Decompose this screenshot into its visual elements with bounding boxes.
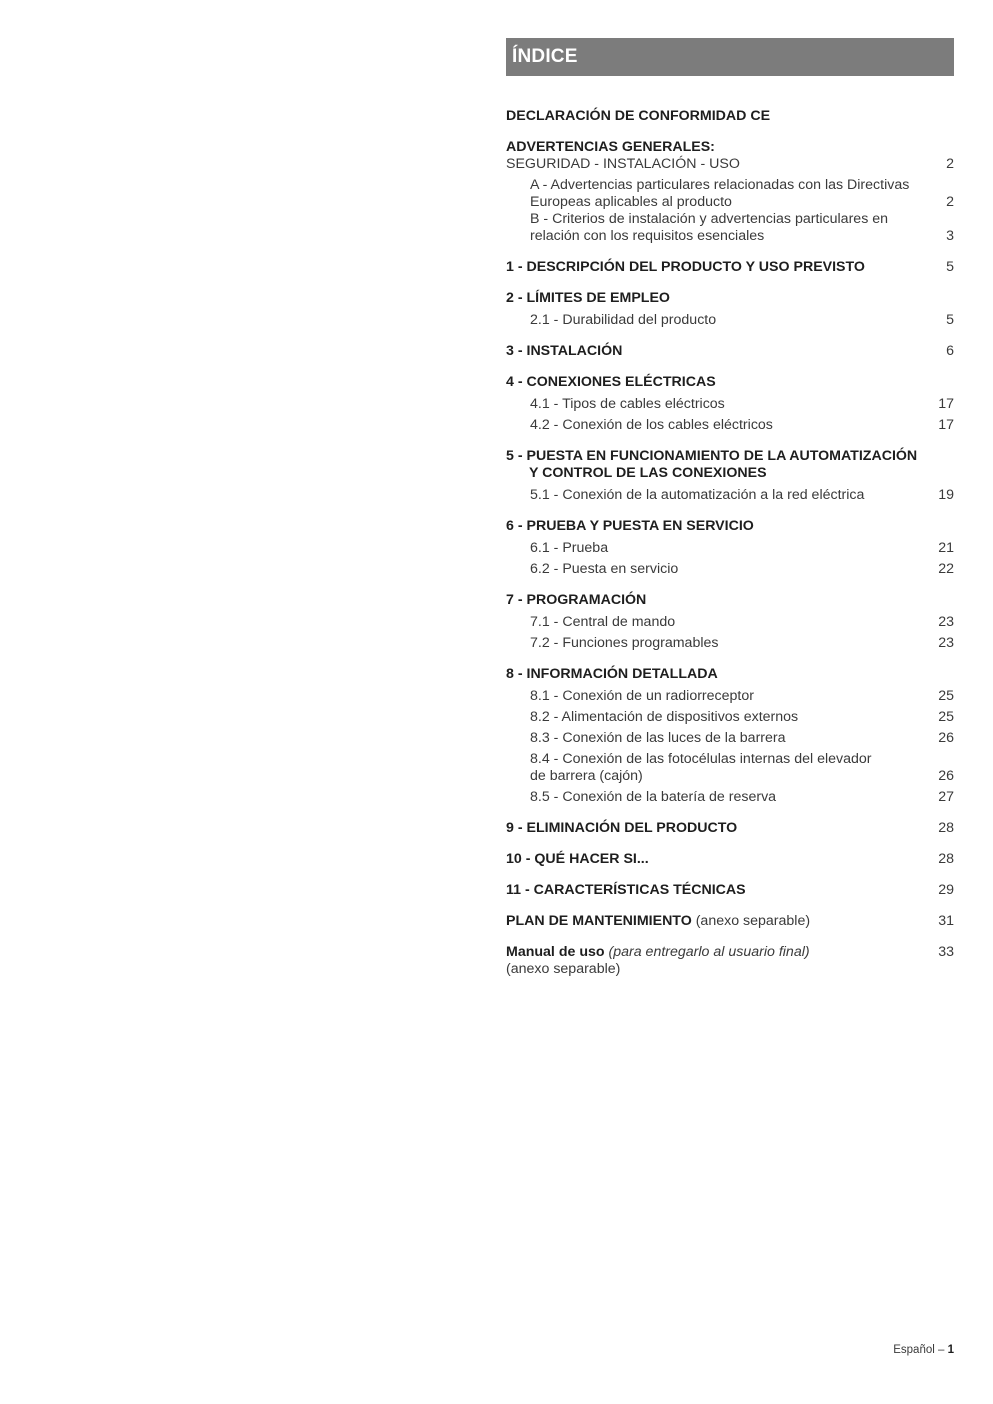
toc-link-section-7[interactable]: 7 - PROGRAMACIÓN [506, 592, 647, 608]
toc-link-warnings[interactable]: ADVERTENCIAS GENERALES: [506, 139, 715, 155]
toc-section-warnings [506, 139, 954, 245]
toc-entry-label-bold: Manual de uso [506, 944, 605, 960]
toc-entry-4-1[interactable] [506, 396, 954, 413]
toc-entry-label-bold: PLAN DE MANTENIMIENTO [506, 913, 692, 929]
toc-page-number: 22 [938, 561, 954, 577]
toc-entry-label: 11 - CARACTERÍSTICAS TÉCNICAS [506, 882, 746, 898]
toc-entry-label-plain: (anexo separable) [691, 913, 811, 929]
toc-entry-label-line1: B - Criterios de instalación y advertencias particulares en [530, 211, 889, 227]
toc-page-number: 27 [938, 789, 954, 805]
toc-entry-a[interactable] [506, 177, 954, 211]
toc-entry-label-line2: Europeas aplicables al producto [530, 194, 732, 210]
toc-entry-label: 8.1 - Conexión de un radiorreceptor [530, 688, 754, 704]
toc-page-number: 26 [938, 768, 954, 784]
toc-entry-label: 7.1 - Central de mando [530, 614, 676, 630]
toc-page-number: 33 [938, 944, 954, 960]
toc-title-line1: 5 - PUESTA EN FUNCIONAMIENTO DE LA AUTOMATIZACIÓN [506, 448, 918, 464]
toc-entry-label-line2: relación con los requisitos esenciales [530, 228, 765, 244]
toc-entry-8-4[interactable] [506, 751, 954, 785]
toc-entry-6-2[interactable] [506, 561, 954, 578]
toc-section-4 [506, 374, 954, 434]
toc-page-number: 26 [938, 730, 954, 746]
toc-entry-4-2[interactable] [506, 417, 954, 434]
toc-link-section-6[interactable]: 6 - PRUEBA Y PUESTA EN SERVICIO [506, 518, 754, 534]
toc-page-number: 6 [946, 343, 954, 359]
page-footer [860, 1344, 954, 1356]
toc-link-section-8[interactable]: 8 - INFORMACIÓN DETALLADA [506, 666, 718, 682]
toc-entry-label: 5.1 - Conexión de la automatización a la red eléctrica [530, 487, 865, 503]
footer-page-number: 1 [947, 1344, 954, 1356]
toc-page-number: 17 [938, 417, 954, 433]
toc-entry-label [530, 211, 924, 245]
toc-page-number: 28 [938, 820, 954, 836]
toc-entry-label-italic: (para entregarlo al usuario final) [604, 944, 810, 960]
toc-link-maintenance[interactable] [506, 913, 954, 930]
toc-entry-label: 2.1 - Durabilidad del producto [530, 312, 717, 328]
toc-link-section-11[interactable] [506, 882, 954, 899]
toc-section-7 [506, 592, 954, 652]
toc-section-5 [506, 448, 954, 504]
toc-link-section-1[interactable] [506, 259, 954, 276]
toc-section-11 [506, 882, 954, 899]
toc-entry-label-line1: A - Advertencias particulares relacionadas con las Directivas [530, 177, 910, 193]
toc-entry-6-1[interactable] [506, 540, 954, 557]
toc-entry-8-2[interactable] [506, 709, 954, 726]
toc-page-number: 25 [938, 709, 954, 725]
toc-entry-label [530, 177, 924, 211]
toc-section-manual [506, 944, 954, 978]
toc-entry-label [530, 751, 924, 785]
toc-page-number: 19 [938, 487, 954, 503]
toc-entry-label: 6.1 - Prueba [530, 540, 609, 556]
toc-section-declaration [506, 108, 954, 125]
toc-page-number: 2 [946, 194, 954, 210]
toc-link-section-9[interactable] [506, 820, 954, 837]
toc-link-section-5[interactable] [506, 448, 954, 482]
toc-page-number: 2 [946, 156, 954, 172]
footer-language: Español – [893, 1344, 948, 1356]
toc-title-line2: Y CONTROL DE LAS CONEXIONES [529, 465, 767, 481]
toc-section-2 [506, 290, 954, 329]
toc-entry-7-1[interactable] [506, 614, 954, 631]
toc-section-9 [506, 820, 954, 837]
toc-entry-label [506, 944, 924, 978]
toc-section-6 [506, 518, 954, 578]
toc-entry-label: 7.2 - Funciones programables [530, 635, 719, 651]
toc-entry-2-1[interactable] [506, 312, 954, 329]
toc-entry-label: 4.1 - Tipos de cables eléctricos [530, 396, 725, 412]
toc-page-number: 23 [938, 635, 954, 651]
toc-entry-5-1[interactable] [506, 487, 954, 504]
toc-link-section-2[interactable]: 2 - LÍMITES DE EMPLEO [506, 290, 670, 306]
toc-page-number: 17 [938, 396, 954, 412]
toc-entry-label: 6.2 - Puesta en servicio [530, 561, 679, 577]
toc-entry-label [506, 913, 924, 930]
toc-entry-label: 8.5 - Conexión de la batería de reserva [530, 789, 777, 805]
toc-link-manual[interactable] [506, 944, 954, 978]
toc-page-number: 5 [946, 259, 954, 275]
toc-entry-7-2[interactable] [506, 635, 954, 652]
toc-entry-safety[interactable] [506, 156, 954, 173]
toc-page-number: 29 [938, 882, 954, 898]
toc-entry-label: 10 - QUÉ HACER SI... [506, 851, 649, 867]
toc-entry-b[interactable] [506, 211, 954, 245]
toc-page-number: 21 [938, 540, 954, 556]
toc-entry-label: 4.2 - Conexión de los cables eléctricos [530, 417, 773, 433]
toc-page-number: 28 [938, 851, 954, 867]
toc-link-section-10[interactable] [506, 851, 954, 868]
toc-entry-label: 9 - ELIMINACIÓN DEL PRODUCTO [506, 820, 738, 836]
toc-entry-8-3[interactable] [506, 730, 954, 747]
toc-section-8 [506, 666, 954, 806]
toc-entry-label: 1 - DESCRIPCIÓN DEL PRODUCTO Y USO PREVISTO [506, 259, 865, 275]
toc-entry-label-line1: 8.4 - Conexión de las fotocélulas internas del elevador [530, 751, 872, 767]
toc-entry-label-line2: de barrera (cajón) [530, 768, 643, 784]
toc-link-section-4[interactable]: 4 - CONEXIONES ELÉCTRICAS [506, 374, 716, 390]
toc-entry-label-line2: (anexo separable) [506, 961, 621, 977]
toc-entry-label: 8.3 - Conexión de las luces de la barrera [530, 730, 786, 746]
toc-section-1 [506, 259, 954, 276]
toc-entry-label: 3 - INSTALACIÓN [506, 343, 623, 359]
toc-link-declaration[interactable]: DECLARACIÓN DE CONFORMIDAD CE [506, 108, 771, 124]
toc-entry-8-5[interactable] [506, 789, 954, 806]
toc-page-number: 5 [946, 312, 954, 328]
toc-section-maintenance [506, 913, 954, 930]
toc-section-3 [506, 343, 954, 360]
toc-page-number: 23 [938, 614, 954, 630]
index-header [506, 38, 954, 76]
toc-entry-8-1[interactable] [506, 688, 954, 705]
toc-page-number: 31 [938, 913, 954, 929]
toc-link-section-3[interactable] [506, 343, 954, 360]
toc-page-number: 3 [946, 228, 954, 244]
toc-page-number: 25 [938, 688, 954, 704]
toc-entry-label: 8.2 - Alimentación de dispositivos externos [530, 709, 799, 725]
toc-section-10 [506, 851, 954, 868]
table-of-contents [506, 108, 954, 992]
index-title: ÍNDICE [512, 46, 578, 67]
toc-entry-label: SEGURIDAD - INSTALACIÓN - USO [506, 156, 740, 172]
